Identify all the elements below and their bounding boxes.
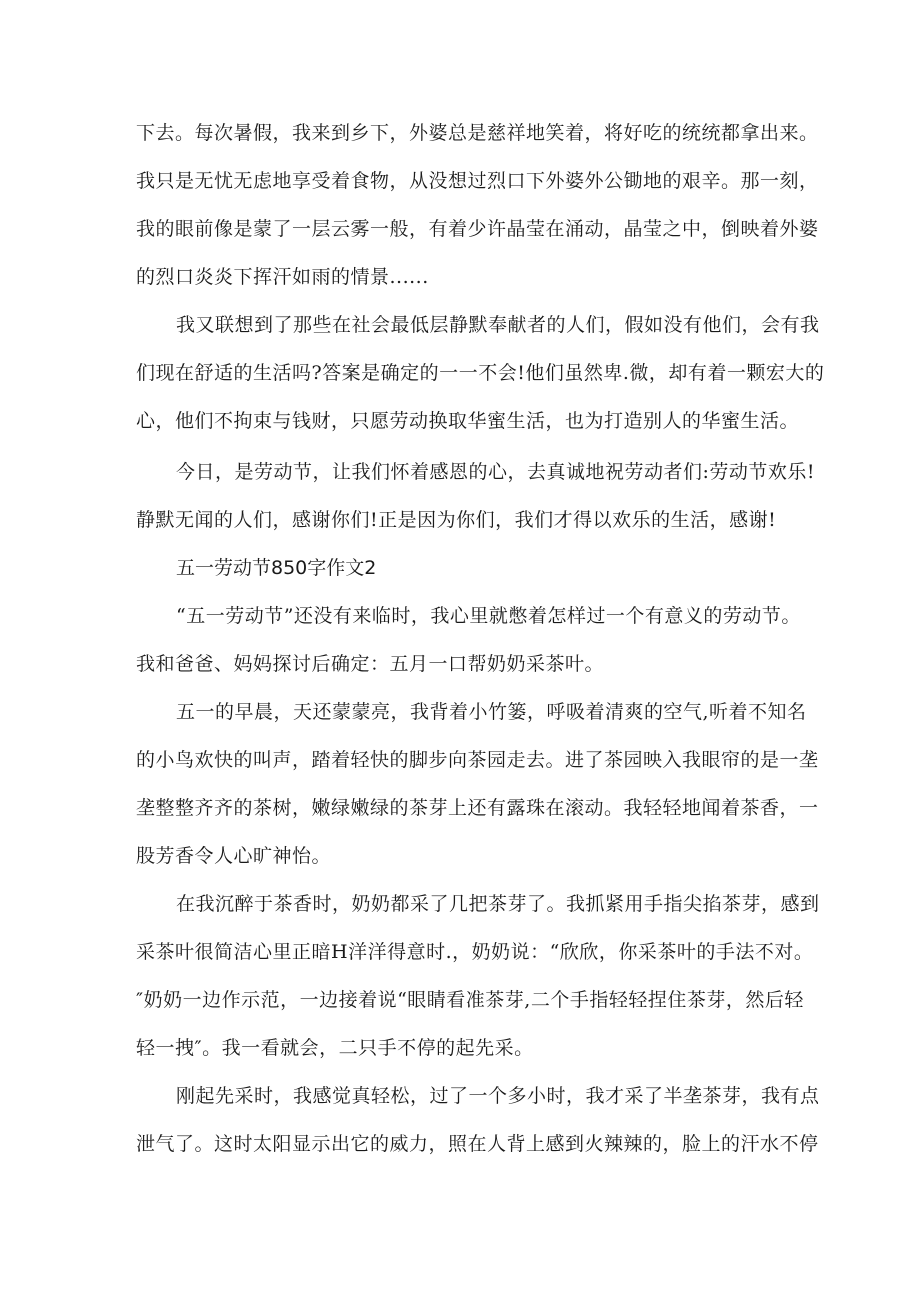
paragraph-line: 在我沉醉于茶香时，奶奶都采了几把茶芽了。我抓紧用手指尖掐茶芽，感到 (176, 893, 820, 915)
paragraph-line: 股芳香令人心旷神怡。 (136, 845, 332, 867)
paragraph-line: 我又联想到了那些在社会最低层静默奉献者的人们，假如没有他们，会有我 (176, 314, 820, 336)
paragraph-line: 垄整整齐齐的茶树，嫩绿嫩绿的茶芽上还有露珠在滚动。我轻轻地闻着茶香，一 (136, 797, 819, 819)
paragraph-line: 泄气了。这时太阳显示出它的威力，照在人背上感到火辣辣的，脸上的汗水不停 (136, 1133, 819, 1155)
paragraph-line: 今日，是劳动节，让我们怀着感恩的心，去真诚地祝劳动者们:劳动节欢乐! (176, 461, 816, 483)
paragraph-line: 心，他们不拘束与钱财，只愿劳动换取华蜜生活，也为打造别人的华蜜生活。 (136, 410, 800, 432)
paragraph-line: 的烈口炎炎下挥汗如雨的情景...... (136, 266, 429, 288)
paragraph-line: 五一的早晨，天还蒙蒙亮，我背着小竹篓，呼吸着清爽的空气,听着不知名 (176, 701, 807, 723)
paragraph-line: 我和爸爸、妈妈探讨后确定：五月一口帮奶奶采茶叶。 (136, 653, 605, 675)
paragraph-line: 下去。每次暑假，我来到乡下，外婆总是慈祥地笑着，将好吃的统统都拿出来。 (136, 122, 819, 144)
paragraph-line: 采茶叶很简洁心里正暗H洋洋得意时.，奶奶说：“欣欣，你采茶叶的手法不对。 (136, 941, 814, 963)
paragraph-line: 的小鸟欢快的叫声，踏着轻快的脚步向茶园走去。进了茶园映入我眼帘的是一垄 (136, 749, 819, 771)
paragraph-line: 轻一拽″。我一看就会，二只手不停的起先采。 (136, 1037, 534, 1059)
paragraph-line: ″奶奶一边作示范，一边接着说“眼睛看准茶芽,二个手指轻轻捏住茶芽，然后轻 (136, 989, 804, 1011)
paragraph-line: 静默无闻的人们，感谢你们!正是因为你们，我们才得以欢乐的生活，感谢! (136, 509, 777, 531)
paragraph-line: 刚起先采时，我感觉真轻松，过了一个多小时，我才采了半垄茶芽，我有点 (176, 1085, 820, 1107)
paragraph-line: 我只是无忧无虑地享受着食物，从没想过烈口下外婆外公锄地的艰辛。那一刻， (136, 170, 819, 192)
section-heading: 五一劳动节850字作文2 (176, 557, 377, 579)
paragraph-line: “五一劳动节”还没有来临时，我心里就憋着怎样过一个有意义的劳动节。 (176, 605, 801, 627)
paragraph-line: 们现在舒适的生活吗?答案是确定的一一不会!他们虽然卑.微，却有着一颗宏大的 (136, 362, 825, 384)
paragraph-line: 我的眼前像是蒙了一层云雾一般，有着少许晶莹在涌动，晶莹之中，倒映着外婆 (136, 218, 819, 240)
